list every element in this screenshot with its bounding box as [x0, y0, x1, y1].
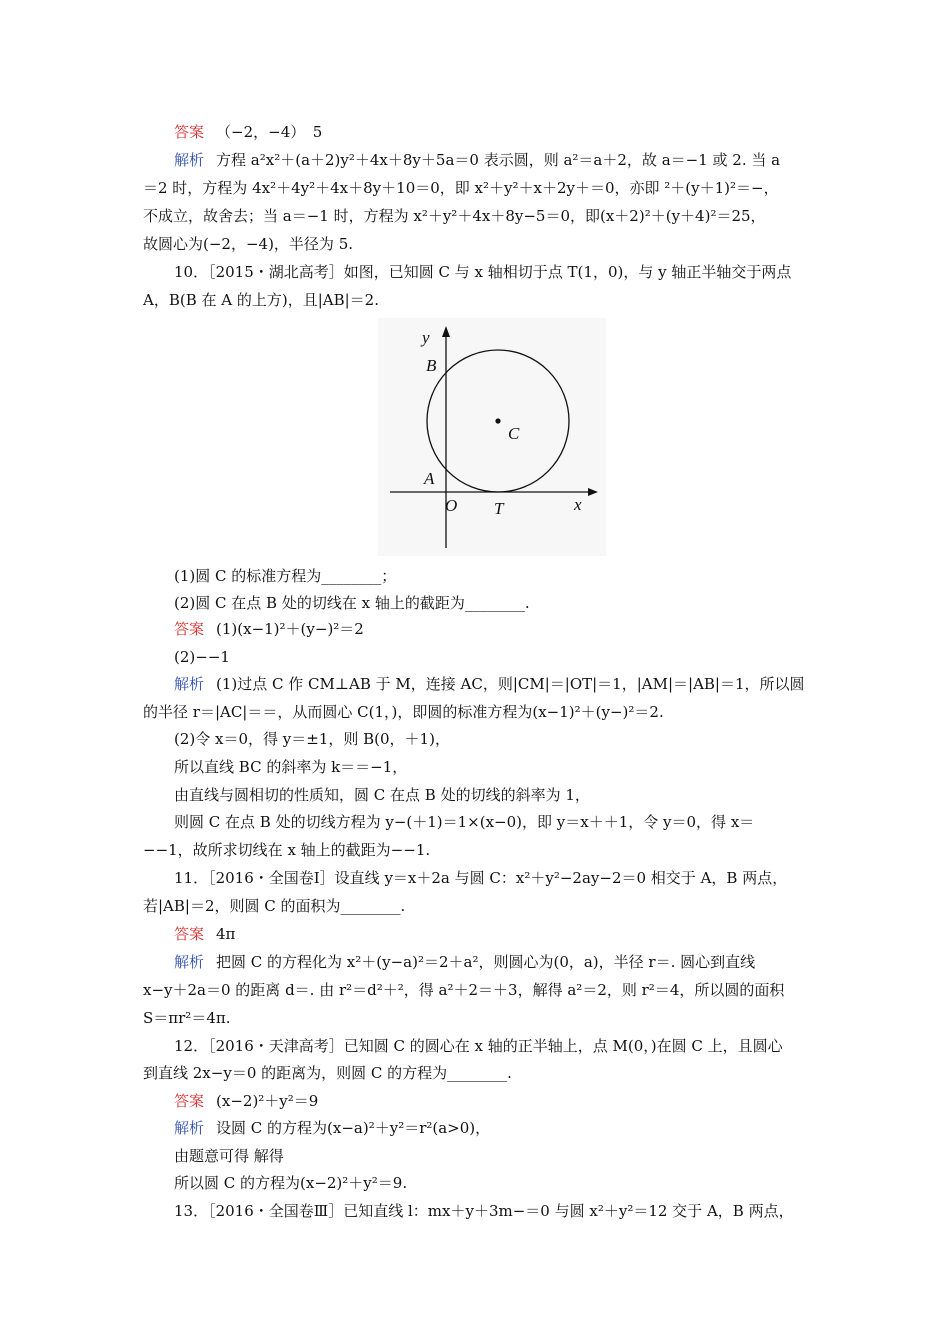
line-text: A，B(B 在 A 的上方)，且|AB|＝2.: [143, 291, 379, 309]
line-text: （−2，−4） 5: [216, 123, 323, 141]
line-text: (1)过点 C 作 CM⊥AB 于 M，连接 AC，则|CM|＝|OT|＝1，|AM|＝|AB|＝1，所以圆: [216, 675, 805, 693]
circle-diagram: [378, 318, 606, 556]
line-text: 所以直线 BC 的斜率为 k＝＝−1，: [174, 758, 408, 776]
line-text: 设圆 C 的方程为(x−a)²＋y²＝r²(a>0)，: [216, 1119, 491, 1137]
line-text: (1)圆 C 的标准方程为________；: [174, 567, 397, 585]
line-text: 13．［2016・全国卷Ⅲ］已知直线 l：mx＋y＋3m−＝0 与圆 x²＋y²＝12 交于 A，B 两点，: [174, 1202, 794, 1220]
text-line: [143, 1008, 813, 1028]
line-text: 则圆 C 在点 B 处的切线方程为 y−(＋1)＝1×(x−0)，即 y＝x＋＋1，令 y＝0，得 x＝: [174, 813, 755, 831]
text-line: [174, 785, 814, 805]
line-text: −−1，故所求切线在 x 轴上的截距为−−1.: [143, 841, 431, 859]
line-text: S＝πr²＝4π.: [143, 1009, 231, 1027]
text-line: [174, 1173, 814, 1193]
line-text: x−y＋2a＝0 的距离 d＝. 由 r²＝d²＋²，得 a²＋2＝＋3，解得 a²＝2，则 r²＝4，所以圆的面积: [143, 981, 785, 999]
answer-label: 答案: [174, 123, 205, 141]
explanation-label: 解析: [174, 953, 205, 971]
text-line: [143, 840, 813, 860]
text-line: [174, 647, 814, 667]
origin-label: O: [445, 496, 458, 515]
line-text: 若|AB|＝2，则圆 C 的面积为________.: [143, 897, 406, 915]
y-axis-label: y: [422, 328, 430, 347]
y-axis-arrow-icon: [442, 326, 450, 337]
point-c-label: C: [508, 424, 520, 443]
text-line: [174, 566, 814, 586]
line-text: ＝2 时，方程为 4x²＋4y²＋4x＋8y＋10＝0，即 x²＋y²＋x＋2y＋＝0，亦即 ²＋(y＋1)²＝−，: [143, 179, 779, 197]
text-line: [143, 702, 813, 722]
text-line: [174, 1091, 814, 1111]
line-text: 4π: [216, 925, 236, 943]
text-line: [174, 1146, 814, 1166]
line-text: 方程 a²x²＋(a＋2)y²＋4x＋8y＋5a＝0 表示圆，则 a²＝a＋2，故 a＝−1 或 2. 当 a: [216, 151, 781, 169]
circle-figure: [378, 318, 606, 556]
line-text: 11．［2016・全国卷Ⅰ］设直线 y＝x＋2a 与圆 C：x²＋y²−2ay−2＝0 相交于 A，B 两点，: [174, 869, 788, 887]
text-line: [143, 234, 813, 254]
line-text: 故圆心为(−2，−4)，半径为 5.: [143, 235, 354, 253]
text-line: [174, 1036, 814, 1056]
text-line: [174, 952, 814, 972]
text-line: [143, 290, 813, 310]
line-text: 10．［2015・湖北高考］如图，已知圆 C 与 x 轴相切于点 T(1，0)，与 y 轴正半轴交于两点: [174, 263, 792, 281]
text-line: [143, 1063, 813, 1083]
answer-label: 答案: [174, 620, 205, 638]
text-line: [174, 150, 814, 170]
text-line: [174, 674, 814, 694]
answer-label: 答案: [174, 1092, 205, 1110]
line-text: (2)令 x＝0，得 y＝±1，则 B(0，＋1)，: [174, 730, 450, 748]
x-axis-arrow-icon: [588, 488, 598, 496]
text-line: [143, 896, 813, 916]
line-text: 所以圆 C 的方程为(x−2)²＋y²＝9.: [174, 1174, 408, 1192]
line-text: (2)圆 C 在点 B 处的切线在 x 轴上的截距为________.: [174, 594, 530, 612]
center-point: [495, 418, 500, 423]
text-line: [174, 868, 814, 888]
point-a-label: A: [424, 469, 435, 488]
text-line: [174, 619, 814, 639]
text-line: [174, 924, 814, 944]
line-text: (x−2)²＋y²＝9: [216, 1092, 319, 1110]
text-line: [174, 729, 814, 749]
line-text: (1)(x−1)²＋(y−)²＝2: [216, 620, 364, 638]
text-line: [174, 757, 814, 777]
point-b-label: B: [426, 356, 437, 375]
line-text: 由题意可得 解得: [174, 1147, 284, 1165]
line-text: 12．［2016・天津高考］已知圆 C 的圆心在 x 轴的正半轴上，点 M(0，)在圆 C 上，且圆心: [174, 1037, 783, 1055]
text-line: [143, 178, 813, 198]
line-text: 由直线与圆相切的性质知，圆 C 在点 B 处的切线的斜率为 1，: [174, 786, 590, 804]
line-text: 不成立，故舍去；当 a＝−1 时，方程为 x²＋y²＋4x＋8y−5＝0，即(x＋2)²＋(y＋4)²＝25，: [143, 207, 766, 225]
explanation-label: 解析: [174, 1119, 205, 1137]
text-line: [174, 1118, 814, 1138]
text-line: [143, 980, 813, 1000]
text-line: [143, 206, 813, 226]
x-axis-label: x: [574, 495, 582, 514]
text-line: [174, 1201, 814, 1221]
explanation-label: 解析: [174, 151, 205, 169]
explanation-label: 解析: [174, 675, 205, 693]
answer-label: 答案: [174, 925, 205, 943]
text-line: [174, 593, 814, 613]
text-line: [174, 262, 814, 282]
line-text: (2)−−1: [174, 648, 230, 666]
line-text: 到直线 2x−y＝0 的距离为，则圆 C 的方程为________.: [143, 1064, 512, 1082]
text-line: [174, 812, 814, 832]
line-text: 的半径 r＝|AC|＝＝，从而圆心 C(1，)，即圆的标准方程为(x−1)²＋(y−)²＝2.: [143, 703, 664, 721]
point-t-label: T: [494, 499, 504, 518]
line-text: 把圆 C 的方程化为 x²＋(y−a)²＝2＋a²，则圆心为(0，a)，半径 r＝. 圆心到直线: [216, 953, 756, 971]
text-line: [174, 122, 814, 142]
